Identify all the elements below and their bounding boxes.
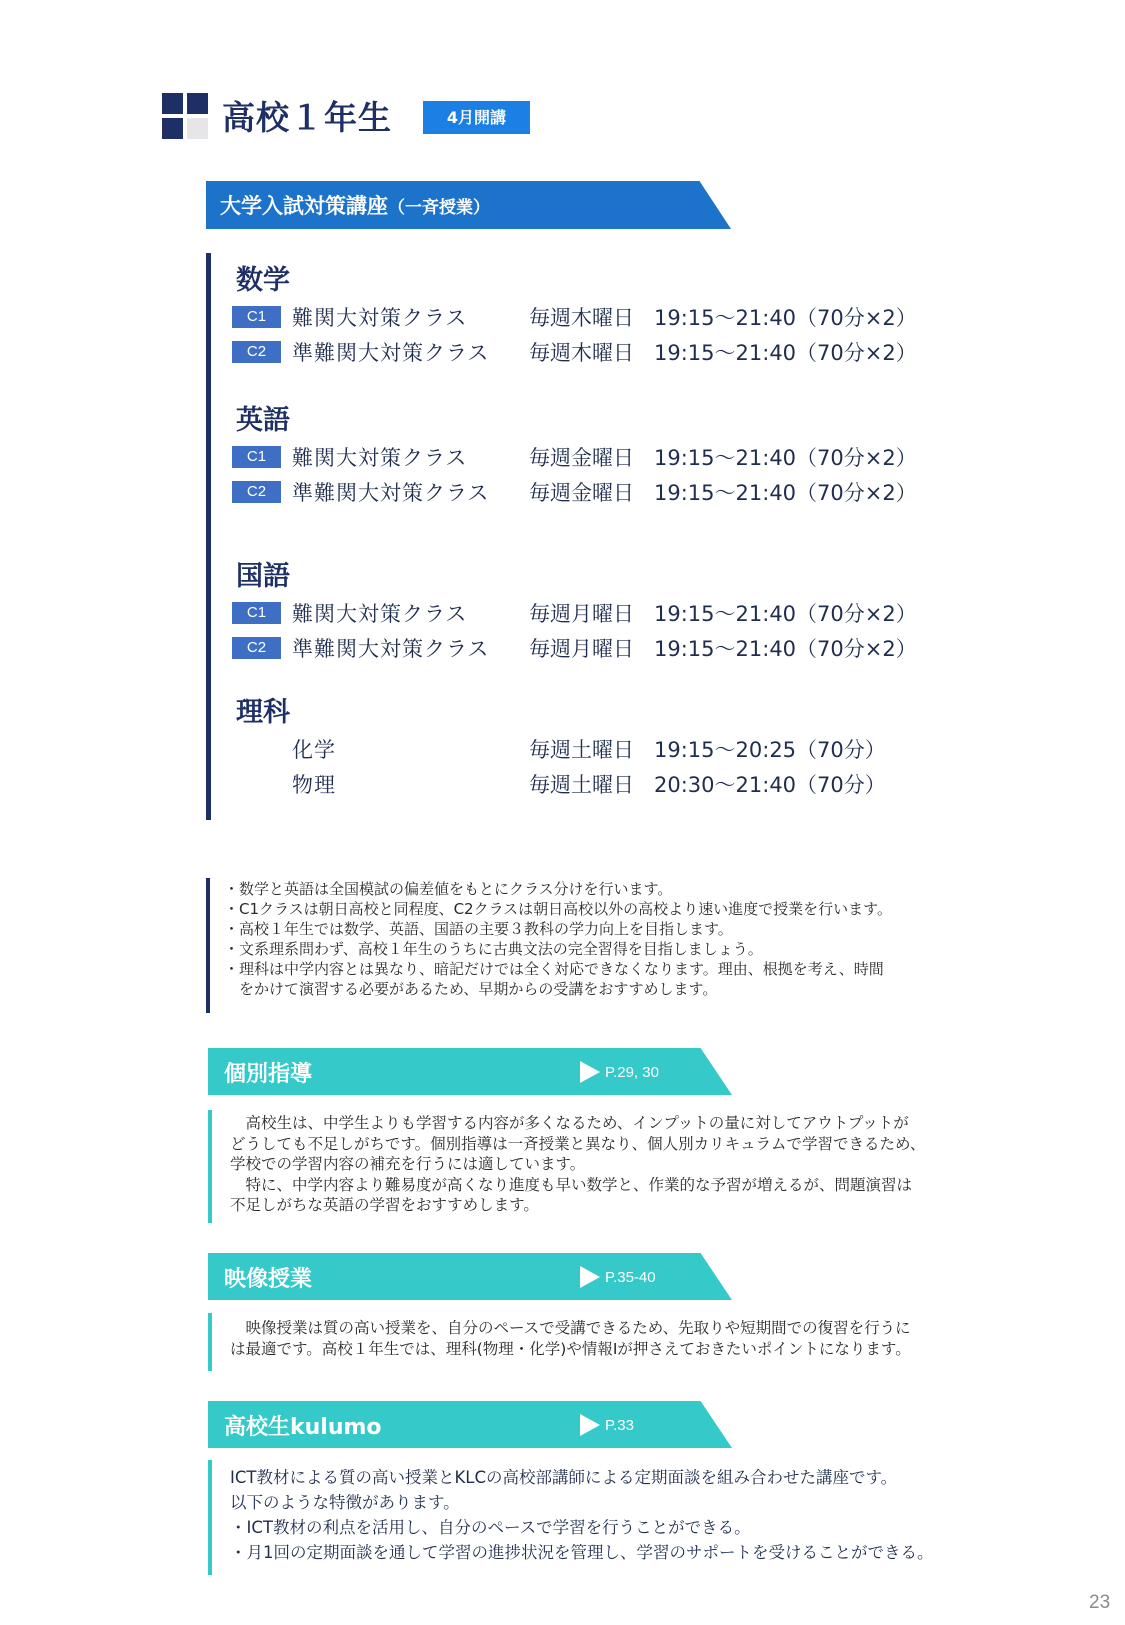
section-accent-bar [208, 1110, 212, 1223]
body-line: 特に、中学内容より難易度が高くなり進度も早い数学と、作業的な予習が増えるが、問題演習は [230, 1175, 913, 1194]
schedule-row [232, 769, 912, 799]
note-item: をかけて演習する必要があるため、早期からの受講をおすすめします。 [224, 980, 718, 998]
schedule-accent-bar [206, 253, 211, 820]
class-name: 難関大対策クラス [292, 306, 468, 330]
subject-heading-japanese: 国語 [236, 561, 290, 592]
class-name: 難関大対策クラス [292, 446, 468, 470]
schedule-row [232, 302, 917, 332]
logo-squares-icon [162, 93, 208, 139]
subject-heading-math: 数学 [236, 265, 290, 296]
course-subtitle: （一斉授業） [388, 198, 490, 218]
body-line: 不足しがちな英語の学習をおすすめします。 [230, 1196, 539, 1214]
open-month-badge: 4月開講 [423, 101, 530, 134]
schedule-row [232, 442, 917, 472]
page-title: 高校１年生 [222, 98, 392, 137]
body-line: ICT教材による質の高い授業とKLCの高校部講師による定期面談を組み合わせた講座です。 [230, 1468, 898, 1487]
class-time: 19:15～21:40（70分×2） [654, 446, 917, 470]
section-body [230, 1318, 990, 1359]
class-name: 準難関大対策クラス [292, 341, 490, 365]
class-day: 毎週金曜日 [529, 481, 634, 505]
class-day: 毎週土曜日 [529, 773, 634, 797]
body-line: 学校での学習内容の補充を行うには適しています。 [230, 1155, 586, 1173]
play-arrow-icon [580, 1266, 600, 1288]
class-badge: C1 [232, 306, 281, 328]
class-name: 準難関大対策クラス [292, 481, 490, 505]
class-badge: C2 [232, 481, 281, 503]
class-name: 難関大対策クラス [292, 602, 468, 626]
play-arrow-icon [580, 1414, 600, 1436]
class-time: 19:15～21:40（70分×2） [654, 306, 917, 330]
play-arrow-icon [580, 1061, 600, 1083]
note-item: ・理科は中学内容とは異なり、暗記だけでは全く対応できなくなります。理由、根拠を考え、時間 [224, 960, 884, 978]
subject-heading-english: 英語 [236, 405, 290, 436]
schedule-row [232, 477, 917, 507]
section-body [230, 1113, 990, 1216]
note-item: ・高校１年生では数学、英語、国語の主要３教科の学力向上を目指します。 [224, 920, 733, 938]
page-reference: P.35-40 [605, 1269, 656, 1286]
note-item: ・C1クラスは朝日高校と同程度、C2クラスは朝日高校以外の高校より速い進度で授業を行います。 [224, 900, 892, 918]
section-accent-bar [208, 1313, 212, 1371]
section-accent-bar [208, 1460, 212, 1575]
class-name: 物理 [292, 773, 336, 797]
schedule-row [232, 734, 912, 764]
body-line: 高校生は、中学生よりも学習する内容が多くなるため、インプットの量に対してアウトプットが [230, 1114, 909, 1132]
schedule-row [232, 633, 917, 663]
class-time: 19:15～21:40（70分×2） [654, 481, 917, 505]
body-line: ・ICT教材の利点を活用し、自分のペースで学習を行うことができる。 [230, 1518, 751, 1537]
section-body [230, 1465, 990, 1565]
class-time: 20:30～21:40（70分） [654, 773, 886, 797]
class-time: 19:15～21:40（70分×2） [654, 637, 917, 661]
class-time: 19:15～21:40（70分×2） [654, 602, 917, 626]
page-reference: P.33 [605, 1417, 634, 1434]
notes-accent-bar [206, 878, 210, 1013]
body-line: 以下のような特徴があります。 [230, 1493, 460, 1512]
class-name: 化学 [292, 738, 336, 762]
body-line: 映像授業は質の高い授業を、自分のペースで受講できるため、先取りや短期間での復習を行うに [230, 1319, 911, 1337]
subject-heading-science: 理科 [236, 697, 290, 728]
note-item: ・数学と英語は全国模試の偏差値をもとにクラス分けを行います。 [224, 880, 673, 898]
class-badge: C2 [232, 341, 281, 363]
page-number: 23 [1089, 1592, 1111, 1613]
section-title: 映像授業 [224, 1267, 313, 1292]
note-item: ・文系理系問わず、高校１年生のうちに古典文法の完全習得を目指しましょう。 [224, 940, 763, 958]
schedule-row [232, 598, 917, 628]
class-day: 毎週月曜日 [529, 602, 634, 626]
section-title: 高校生kulumo [224, 1415, 382, 1440]
class-day: 毎週土曜日 [529, 738, 634, 762]
body-line: ・月1回の定期面談を通して学習の進捗状況を管理し、学習のサポートを受けることができる。 [230, 1543, 934, 1562]
class-day: 毎週金曜日 [529, 446, 634, 470]
class-badge: C2 [232, 637, 281, 659]
class-badge: C1 [232, 446, 281, 468]
schedule-row [232, 337, 917, 367]
class-time: 19:15～20:25（70分） [654, 738, 886, 762]
class-name: 準難関大対策クラス [292, 637, 490, 661]
body-line: は最適です。高校１年生では、理科(物理・化学)や情報Ⅰが押さえておきたいポイントになります。 [230, 1339, 911, 1358]
class-time: 19:15～21:40（70分×2） [654, 341, 917, 365]
body-line: どうしても不足しがちです。個別指導は一斉授業と異なり、個人別カリキュラムで学習できるため、 [230, 1134, 926, 1153]
section-title: 個別指導 [224, 1062, 313, 1087]
class-badge: C1 [232, 602, 281, 624]
class-day: 毎週木曜日 [529, 306, 634, 330]
class-day: 毎週木曜日 [529, 341, 634, 365]
notes-list [224, 879, 1004, 999]
page-reference: P.29, 30 [605, 1064, 659, 1081]
course-banner-title [220, 190, 490, 220]
class-day: 毎週月曜日 [529, 637, 634, 661]
course-title: 大学入試対策講座 [220, 194, 388, 218]
